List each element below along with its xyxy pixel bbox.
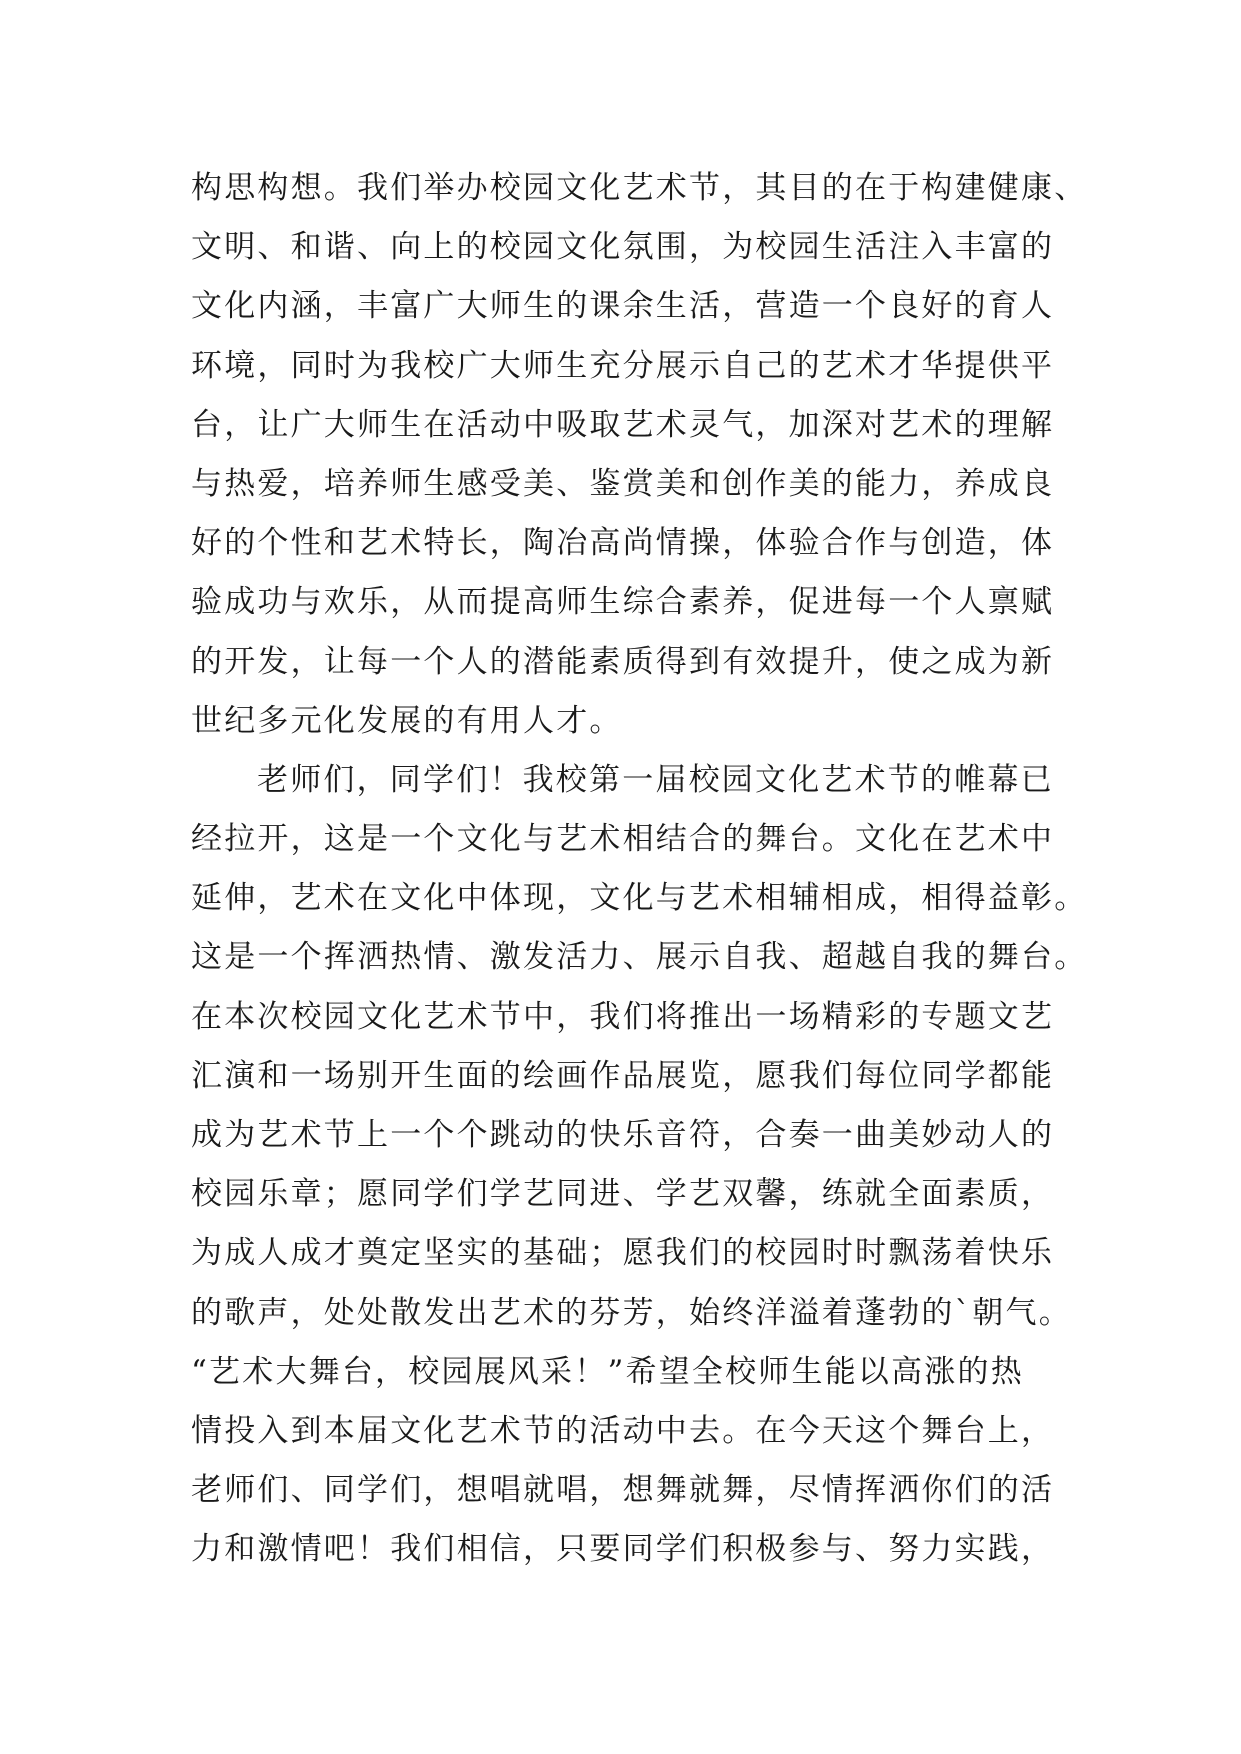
text-line: 汇演和一场别开生面的绘画作品展览，愿我们每位同学都能 [191, 1057, 1055, 1094]
text-line: 的歌声，处处散发出艺术的芬芳，始终洋溢着蓬勃的`朝气。 [191, 1294, 1072, 1331]
text-line: 老师们、同学们，想唱就唱，想舞就舞，尽情挥洒你们的活 [191, 1472, 1055, 1509]
text-line: 情投入到本届文化艺术节的活动中去。在今天这个舞台上， [191, 1412, 1055, 1449]
text-line: 环境，同时为我校广大师生充分展示自己的艺术才华提供平 [191, 347, 1055, 384]
text-line: 文化内涵，丰富广大师生的课余生活，营造一个良好的育人 [191, 288, 1055, 325]
text-line: 的开发，让每一个人的潜能素质得到有效提升，使之成为新 [191, 643, 1055, 680]
text-line: 校园乐章；愿同学们学艺同进、学艺双馨，练就全面素质， [191, 1176, 1055, 1213]
text-line: 构思构想。我们举办校园文化艺术节，其目的在于构建健康、 [191, 170, 1088, 206]
text-line: 力和激情吧！我们相信，只要同学们积极参与、努力实践， [191, 1531, 1055, 1568]
text-line: 世纪多元化发展的有用人才。 [191, 702, 623, 739]
text-line: 台，让广大师生在活动中吸取艺术灵气，加深对艺术的理解 [191, 406, 1055, 443]
text-line: 好的个性和艺术特长，陶冶高尚情操，体验合作与创造，体 [191, 525, 1055, 562]
text-line: 文明、和谐、向上的校园文化氛围，为校园生活注入丰富的 [191, 229, 1055, 266]
text-line: 成为艺术节上一个个跳动的快乐音符，合奏一曲美妙动人的 [191, 1117, 1055, 1153]
text-line: 验成功与欢乐，从而提高师生综合素养，促进每一个人禀赋 [191, 584, 1055, 621]
text-line: 为成人成才奠定坚实的基础；愿我们的校园时时飘荡着快乐 [191, 1235, 1055, 1272]
text-line: 在本次校园文化艺术节中，我们将推出一场精彩的专题文艺 [191, 998, 1055, 1035]
body-text [191, 159, 1091, 1580]
text-line: 经拉开，这是一个文化与艺术相结合的舞台。文化在艺术中 [191, 821, 1055, 858]
text-line: “艺术大舞台，校园展风采！”希望全校师生能以高涨的热 [191, 1353, 1024, 1390]
text-line: 这是一个挥洒热情、激发活力、展示自我、超越自我的舞台。 [191, 939, 1088, 976]
text-line: 延伸，艺术在文化中体现，文化与艺术相辅相成，相得益彰。 [191, 880, 1088, 917]
paragraph-first-line: 老师们，同学们！我校第一届校园文化艺术节的帷幕已 [257, 761, 1054, 798]
text-line: 与热爱，培养师生感受美、鉴赏美和创作美的能力，养成良 [191, 465, 1055, 502]
